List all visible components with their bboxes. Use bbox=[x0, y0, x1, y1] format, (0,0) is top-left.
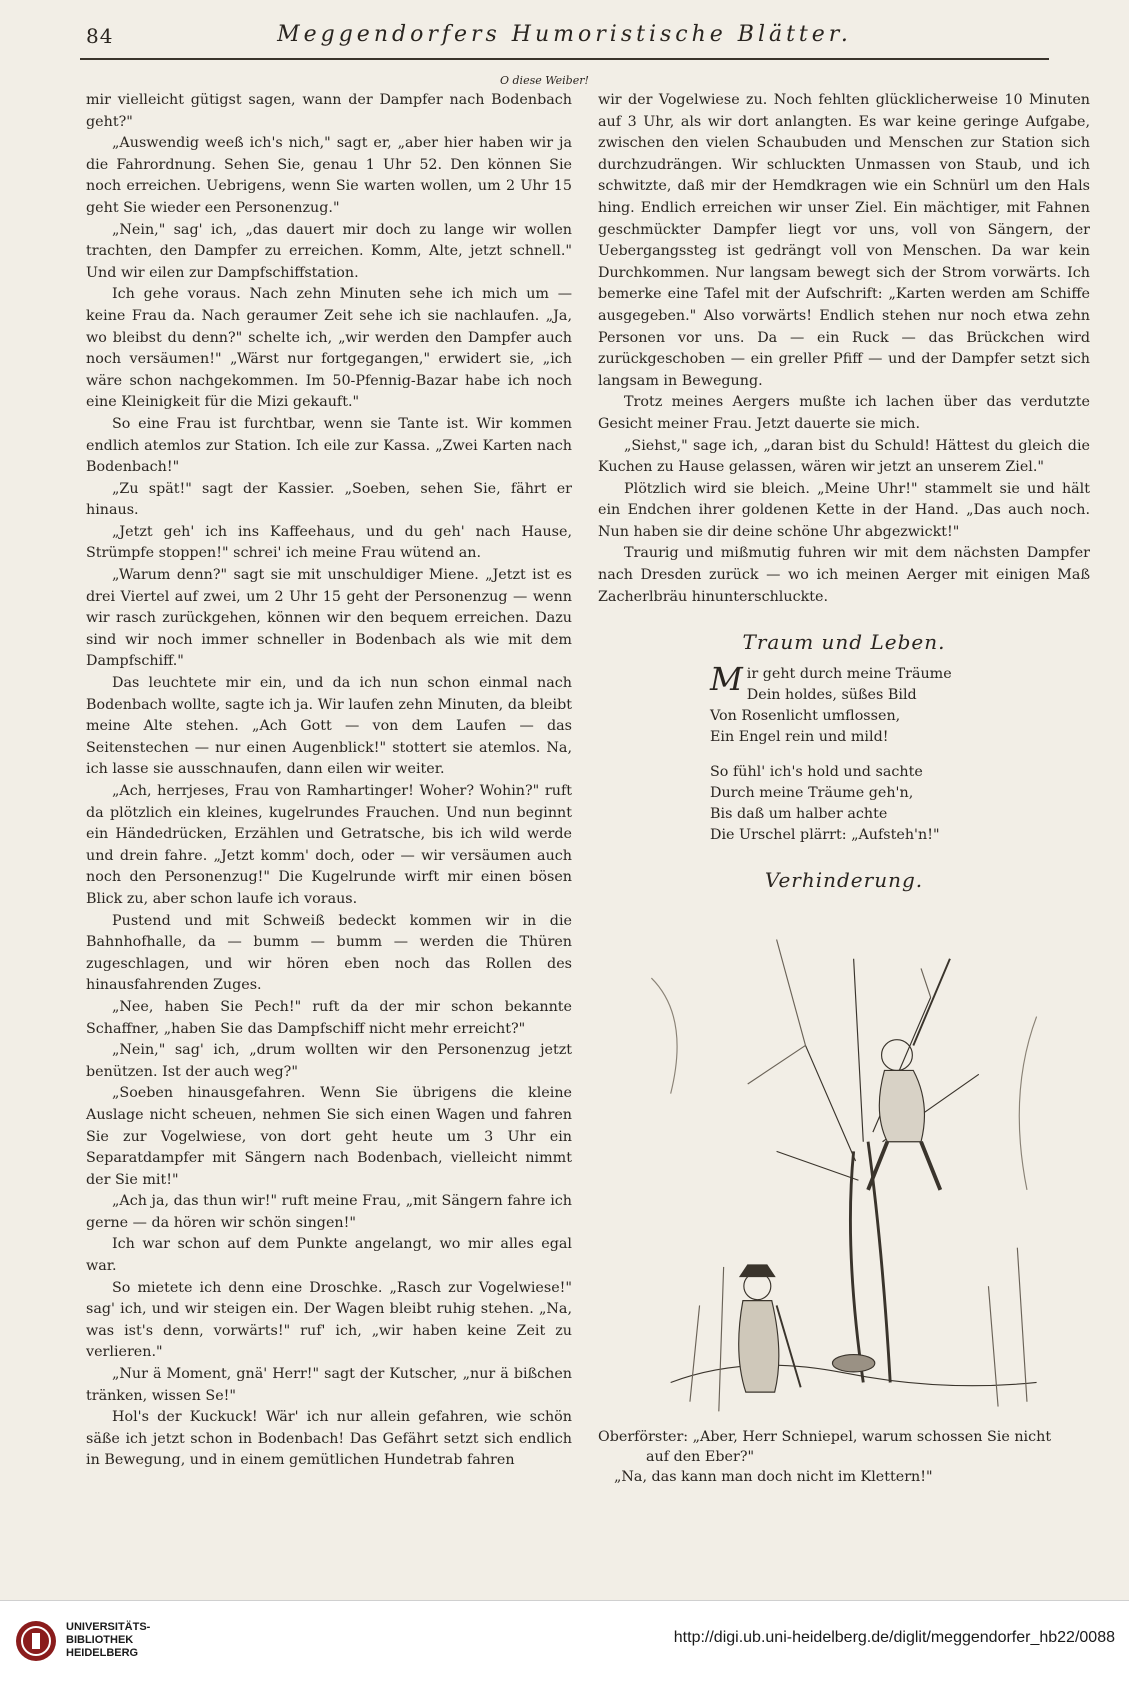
paragraph: „Jetzt geh' ich ins Kaffeehaus, und du geh' nach Hause, Strümpfe stoppen!" schrei' ich meine Frau wütend an. bbox=[86, 523, 572, 562]
poem-stanza bbox=[710, 659, 1090, 748]
running-head: O diese Weiber! bbox=[500, 74, 589, 87]
climber-head bbox=[882, 1040, 913, 1071]
library-name-line: BIBLIOTHEK bbox=[66, 1634, 134, 1646]
poem-line: Ein Engel rein und mild! bbox=[710, 728, 889, 745]
poem-line: ir geht durch meine Träume bbox=[746, 665, 952, 682]
fallen-hat bbox=[832, 1355, 874, 1372]
cartoon-title: Verhinderung. bbox=[764, 867, 924, 892]
poem-line: Die Urschel plärrt: „Aufsteh'n!" bbox=[710, 826, 940, 843]
page-number: 84 bbox=[86, 24, 114, 48]
paragraph: wir der Vogelwiese zu. Noch fehlten glücklicherweise 10 Minuten auf 3 Uhr, als wir dort anlangten. Es war keine geringe Aufgabe, zwischen den vielen Schaubuden und Menschen zur Station sich durchzudrängen. Wir schluckten Unmassen von Staub, und ich schwitzte, daß mir der Hemdkragen wie ein Schnürl um den Hals hing. Endlich erreichen wir unser Ziel. Ein mächtiger, mit Fahnen geschmückter Dampfer liegt vor uns, voll von Sängern, der Uebergangssteg ist gedrängt voll von Menschen. Da war kein Durchkommen. Nur langsam bewegt sich der Strom vorwärts. Ich bemerke eine Tafel mit der Aufschrift: „Karten werden am Schiffe ausgegeben." Also vorwärts! Endlich stehen nur noch etwa zehn Personen vor uns. Da — ein Ruck — das Brückchen wird zurückgeschoben — ein greller Pfiff — und der Dampfer setzt sich langsam in Bewegung. bbox=[598, 92, 1090, 389]
foliage bbox=[651, 978, 1036, 1190]
page-header bbox=[80, 18, 1049, 60]
climber-rifle bbox=[913, 959, 950, 1046]
paragraph: mir vielleicht gütigst sagen, wann der Dampfer nach Bodenbach geht?" bbox=[86, 92, 572, 130]
paragraph: „Soeben hinausgefahren. Wenn Sie übrigens die kleine Auslage nicht scheuen, nehmen Sie sich einen Wagen und fahren Sie zur Vogelwiese, von dort geht heute um 3 Uhr ein Separatdampfer mit Sängern nach Bodenbach, vielleicht nimmt der Sie mit!" bbox=[86, 1085, 572, 1188]
library-name-line: UNIVERSITÄTS- bbox=[66, 1621, 151, 1633]
paragraph: „Ach, herrjeses, Frau von Ramhartinger! Woher? Wohin?" ruft da plötzlich ein kleines, kugelrundes Frauchen. Und nun beginnt ein Händedrücken, Erzählen und Getratsche, bis ich wild werde und drein fahre. „Jetzt komm' doch, oder — wir versäumen auch noch den Personenzug!" Die Kugelrunde wirft mir einen bösen Blick zu, aber schon laufe ich voraus. bbox=[86, 783, 572, 907]
poem-stanza bbox=[710, 762, 1090, 846]
viewer-footer bbox=[0, 1600, 1129, 1681]
paragraph: „Nee, haben Sie Pech!" ruft da der mir schon bekannte Schaffner, „haben Sie das Dampfschiff nicht mehr erreicht?" bbox=[86, 998, 572, 1037]
university-seal-icon bbox=[14, 1619, 58, 1663]
paragraph: Plötzlich wird sie bleich. „Meine Uhr!" stammelt sie und hält ein Endchen ihrer goldenen Kette in der Hand. „Das auch noch. Nun haben sie dir deine schöne Uhr abgezwickt!" bbox=[598, 480, 1090, 540]
poem bbox=[710, 659, 1090, 846]
paragraph: So mietete ich denn eine Droschke. „Rasch zur Vogelwiese!" sag' ich, und wir steigen ein. Der Wagen bleibt ruhig stehen. „Na, was ist's denn, vorwärts!" ruf' ich, „wir haben keine Zeit zu verlieren." bbox=[86, 1279, 572, 1361]
paragraph: Pustend und mit Schweiß bedeckt kommen wir in die Bahnhofhalle, da — bumm — bumm — werden die Thüren zugeschlagen, und wir hören eben noch das Rollen des hinausfahrenden Zuges. bbox=[86, 912, 572, 994]
caption-line: Oberförster: „Aber, Herr Schniepel, warum schossen Sie nicht bbox=[598, 1429, 1052, 1446]
forester-body bbox=[739, 1301, 779, 1392]
poem-line: Von Rosenlicht umflossen, bbox=[710, 707, 901, 724]
caption-line: auf den Eber?" bbox=[646, 1449, 755, 1466]
forester-hat bbox=[740, 1265, 775, 1277]
forester-rifle bbox=[777, 1306, 801, 1388]
poem-line: Dein holdes, süßes Bild bbox=[746, 686, 917, 703]
permalink-url[interactable]: http://digi.ub.uni-heidelberg.de/diglit/meggendorfer_hb22/0088 bbox=[673, 1629, 1115, 1646]
right-column bbox=[598, 90, 1090, 1487]
poem-line: Durch meine Träume geh'n, bbox=[710, 784, 914, 801]
paragraph: So eine Frau ist furchtbar, wenn sie Tante ist. Wir kommen endlich atemlos zur Station. Ich eile zur Kassa. „Zwei Karten nach Bodenbach!" bbox=[86, 415, 572, 476]
poem-title: Traum und Leben. bbox=[742, 630, 946, 655]
tree-branches bbox=[777, 959, 979, 1180]
caption-line: „Na, das kann man doch nicht im Klettern!" bbox=[614, 1469, 933, 1486]
cartoon-illustration bbox=[624, 901, 1064, 1421]
poem-dropcap: M bbox=[710, 659, 743, 698]
paragraph: „Auswendig weeß ich's nich," sagt er, „aber hier haben wir ja die Fahrordnung. Sehen Sie, genau 1 Uhr 52. Den können Sie noch erreichen. Uebrigens, wenn Sie warten wollen, um 2 Uhr 15 geht Sie wieder een Personenzug." bbox=[86, 135, 572, 216]
paragraph: „Warum denn?" sagt sie mit unschuldiger Miene. „Jetzt ist es drei Viertel auf zwei, um 2 Uhr 15 geht der Personenzug — wenn wir rasch zurückgehen, können wir den bequem erreichen. Dazu sind wir noch immer schneller in Bodenbach als wie mit dem Dampfschiff." bbox=[86, 567, 572, 670]
paragraph: Hol's der Kuckuck! Wär' ich nur allein gefahren, wie schön säße ich jetzt schon in Bodenbach! Das Gefährt setzt sich endlich in Bewegung, und in einem gemütlichen Hundetrab fahren bbox=[86, 1409, 572, 1469]
paragraph: „Nein," sag' ich, „das dauert mir doch zu lange wir wollen trachten, den Dampfer zu erreichen. Komm, Alte, jetzt schnell." Und wir eilen zur Dampfschiffstation. bbox=[86, 221, 572, 281]
paragraph: Das leuchtete mir ein, und da ich nun schon einmal nach Bodenbach wollte, sagte ich ja. Wir laufen zehn Minuten, da bleibt meine Alte stehen. „Ach Gott — von dem Laufen — das Seitenstechen — nur einen Augenblick!" stottert sie atemlos. Na, ich lasse sie ausschnaufen, dann eilen wir weiter. bbox=[86, 675, 572, 778]
left-column bbox=[86, 90, 572, 1472]
cartoon-caption bbox=[598, 1427, 1090, 1487]
climber-legs bbox=[868, 1142, 940, 1190]
tree-trunk bbox=[850, 1152, 863, 1383]
poem-line: Bis daß um halber achte bbox=[710, 805, 888, 822]
paragraph: Trotz meines Aergers mußte ich lachen über das verdutzte Gesicht meiner Frau. Jetzt dauerte sie mich. bbox=[598, 394, 1090, 432]
poem-line: So fühl' ich's hold und sachte bbox=[710, 763, 923, 780]
paragraph: „Ach ja, das thun wir!" ruft meine Frau, „mit Sängern fahre ich gerne — da hören wir schön singen!" bbox=[86, 1193, 572, 1231]
paragraph: „Nur ä Moment, gnä' Herr!" sagt der Kutscher, „nur ä bißchen tränken, wissen Se!" bbox=[86, 1366, 572, 1404]
paragraph: „Siehst," sage ich, „daran bist du Schuld! Hättest du gleich die Kuchen zu Hause gelassen, wären wir jetzt an unserem Ziel." bbox=[598, 437, 1090, 476]
paragraph: „Nein," sag' ich, „drum wollten wir den Personenzug jetzt benützen. Ist der auch weg?" bbox=[86, 1042, 572, 1080]
library-name-line: HEIDELBERG bbox=[66, 1647, 139, 1659]
climber-body bbox=[879, 1071, 924, 1142]
paragraph: Traurig und mißmutig fuhren wir mit dem nächsten Dampfer nach Dresden zurück — wo ich meinen Aerger mit einigen Maß Zacherlbräu hinunterschluckte. bbox=[598, 545, 1090, 605]
paragraph: Ich gehe voraus. Nach zehn Minuten sehe ich mich um — keine Frau da. Nach geraumer Zeit sehe ich sie nachlaufen. „Ja, wo bleibst du denn?" schelte ich, „wir werden den Dampfer auch noch versäumen!" „Wärst nur fortgegangen," erwidert sie, „ich wäre schon nachgekommen. Im 50-Pfennig-Bazar habe ich noch eine Kleinigkeit für die Mizi gekauft." bbox=[86, 286, 572, 411]
paragraph: „Zu spät!" sagt der Kassier. „Soeben, sehen Sie, fährt er hinaus. bbox=[86, 480, 572, 519]
page-header-title: Meggendorfers Humoristische Blätter. bbox=[277, 22, 852, 47]
library-name bbox=[66, 1621, 150, 1660]
paragraph: Ich war schon auf dem Punkte angelangt, wo mir alles egal war. bbox=[86, 1236, 572, 1275]
